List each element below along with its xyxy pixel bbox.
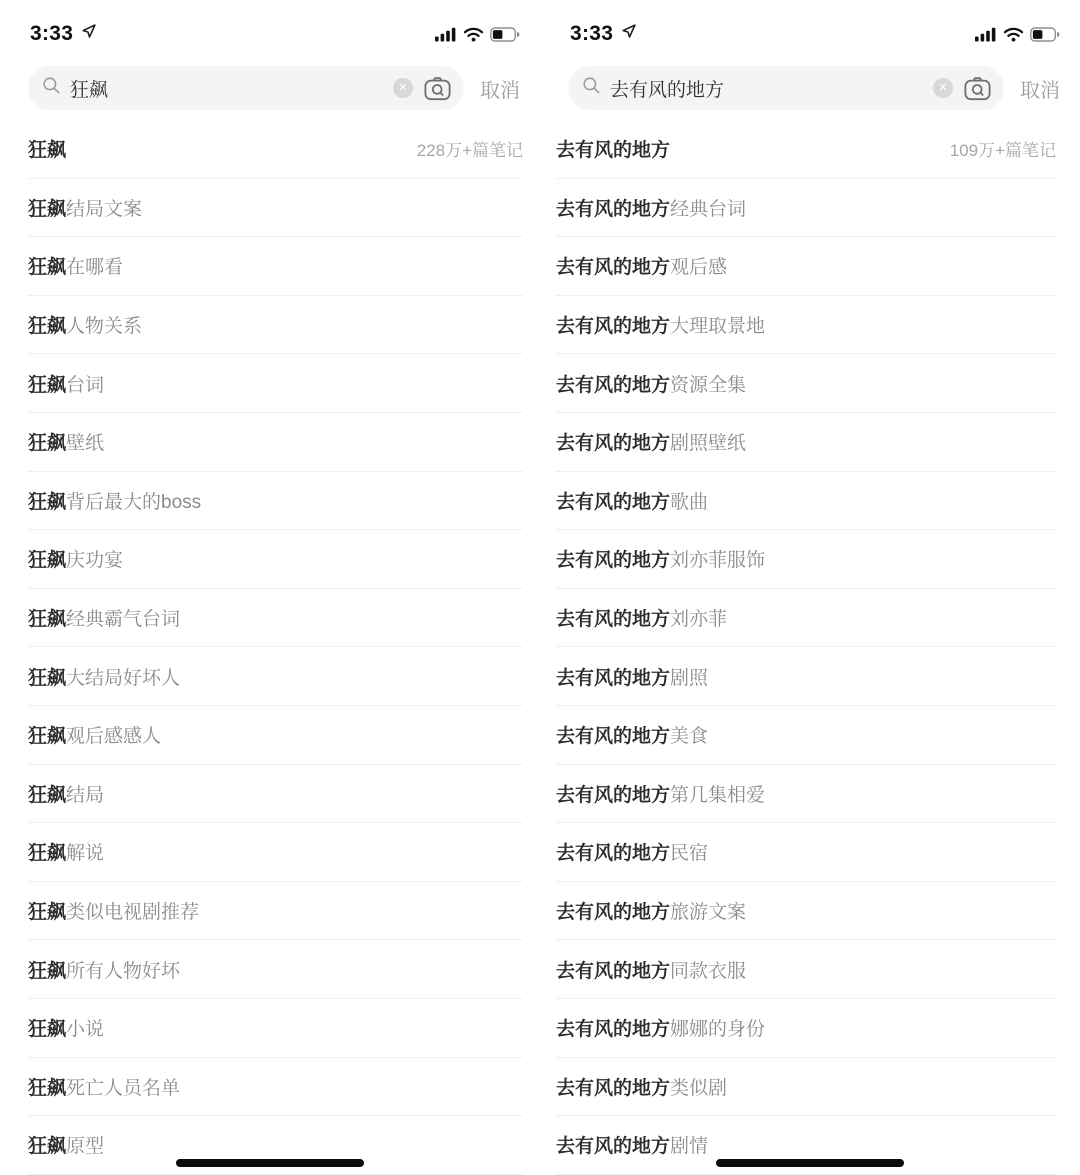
top-suggestion-item[interactable] xyxy=(556,120,1056,179)
suggestion-suffix: 经典台词 xyxy=(670,198,747,220)
clear-icon[interactable]: ✕ xyxy=(933,78,953,98)
location-arrow-icon xyxy=(80,23,97,45)
suggestion-suffix: 大结局好坏人 xyxy=(66,667,181,689)
suggestion-prefix: 狂飙 xyxy=(28,1136,67,1158)
suggestion-item[interactable] xyxy=(28,589,523,648)
suggestion-item[interactable] xyxy=(556,765,1056,824)
suggestion-suffix: 剧照壁纸 xyxy=(670,433,747,455)
status-bar xyxy=(540,0,1080,56)
suggestion-prefix: 去有风的地方 xyxy=(556,667,671,689)
suggestion-item[interactable] xyxy=(556,647,1056,706)
search-bar xyxy=(540,56,1080,120)
suggestion-suffix: 人物关系 xyxy=(66,316,143,338)
suggestion-item[interactable] xyxy=(28,413,523,472)
cellular-signal-icon xyxy=(975,27,997,42)
top-suggestion-item[interactable] xyxy=(28,120,523,179)
suggestion-item[interactable] xyxy=(28,530,523,589)
suggestion-prefix: 去有风的地方 xyxy=(556,726,671,748)
suggestion-prefix: 狂飙 xyxy=(28,784,67,806)
suggestion-item[interactable] xyxy=(556,589,1056,648)
suggestion-item[interactable] xyxy=(28,237,523,296)
home-indicator[interactable] xyxy=(716,1159,904,1167)
battery-icon xyxy=(490,27,520,42)
suggestion-prefix: 狂飙 xyxy=(28,1019,67,1041)
suggestion-prefix: 狂飙 xyxy=(28,257,67,279)
suggestion-item[interactable] xyxy=(28,647,523,706)
suggestion-suffix: 娜娜的身份 xyxy=(670,1019,766,1041)
suggestion-item[interactable] xyxy=(556,472,1056,531)
suggestion-suffix: 剧情 xyxy=(670,1136,709,1158)
search-input[interactable] xyxy=(568,66,1004,110)
suggestion-suffix: 观后感感人 xyxy=(66,726,162,748)
suggestion-prefix: 去有风的地方 xyxy=(556,1077,671,1099)
suggestion-suffix: 在哪看 xyxy=(66,257,124,279)
suggestion-item[interactable] xyxy=(556,823,1056,882)
screenshot-right xyxy=(540,0,1080,1173)
camera-search-icon[interactable] xyxy=(962,76,992,101)
status-time: 3:33 xyxy=(570,22,614,45)
suggestion-prefix: 狂飙 xyxy=(28,902,67,924)
suggestion-item[interactable] xyxy=(556,940,1056,999)
location-arrow-icon xyxy=(620,23,637,45)
suggestion-suffix: 剧照 xyxy=(670,667,709,689)
cellular-signal-icon xyxy=(435,27,457,42)
suggestion-item[interactable] xyxy=(28,706,523,765)
status-time: 3:33 xyxy=(30,22,74,45)
suggestion-item[interactable] xyxy=(28,296,523,355)
wifi-icon xyxy=(463,27,484,42)
suggestion-item[interactable] xyxy=(28,179,523,238)
suggestion-item[interactable] xyxy=(556,237,1056,296)
search-query-text: 狂飙 xyxy=(70,79,109,101)
suggestion-suffix: 庆功宴 xyxy=(66,550,124,572)
suggestion-suffix: 类似电视剧推荐 xyxy=(66,902,200,924)
suggestion-suffix: 美食 xyxy=(670,726,709,748)
suggestion-suffix: 刘亦菲 xyxy=(670,609,728,631)
suggestion-suffix: 原型 xyxy=(66,1136,105,1158)
suggestion-item[interactable] xyxy=(556,999,1056,1058)
wifi-icon xyxy=(1003,27,1024,42)
suggestion-prefix: 狂飙 xyxy=(28,491,67,513)
suggestion-item[interactable] xyxy=(556,530,1056,589)
search-bar xyxy=(0,56,540,120)
home-indicator[interactable] xyxy=(176,1159,364,1167)
suggestion-item[interactable] xyxy=(556,882,1056,941)
suggestion-prefix: 去有风的地方 xyxy=(556,1136,671,1158)
suggestion-suffix: 死亡人员名单 xyxy=(66,1077,181,1099)
suggestion-suffix: 旅游文案 xyxy=(670,902,747,924)
suggestion-suffix: 大理取景地 xyxy=(670,316,766,338)
suggestion-prefix: 去有风的地方 xyxy=(556,491,671,513)
suggestion-prefix: 狂飙 xyxy=(28,198,67,220)
suggestion-suffix: 小说 xyxy=(66,1019,105,1041)
suggestion-item[interactable] xyxy=(28,940,523,999)
suggestion-item[interactable] xyxy=(28,765,523,824)
suggestion-prefix: 去有风的地方 xyxy=(556,316,671,338)
screenshot-left xyxy=(0,0,540,1173)
suggestion-item[interactable] xyxy=(28,354,523,413)
suggestion-prefix: 去有风的地方 xyxy=(556,433,671,455)
search-query-text: 去有风的地方 xyxy=(610,79,725,101)
search-icon xyxy=(42,76,61,100)
suggestion-prefix: 狂飙 xyxy=(28,726,67,748)
suggestion-suffix: 解说 xyxy=(66,843,105,865)
cancel-button[interactable]: 取消 xyxy=(480,79,520,102)
suggestion-keyword: 去有风的地方 xyxy=(556,140,671,162)
suggestion-prefix: 狂飙 xyxy=(28,316,67,338)
suggestion-prefix: 去有风的地方 xyxy=(556,1019,671,1041)
suggestion-prefix: 去有风的地方 xyxy=(556,374,671,396)
suggestion-prefix: 去有风的地方 xyxy=(556,609,671,631)
suggestion-item[interactable] xyxy=(28,882,523,941)
suggestion-prefix: 狂飙 xyxy=(28,1077,67,1099)
suggestion-prefix: 去有风的地方 xyxy=(556,198,671,220)
suggestion-prefix: 狂飙 xyxy=(28,550,67,572)
suggestion-prefix: 去有风的地方 xyxy=(556,843,671,865)
suggestion-prefix: 狂飙 xyxy=(28,667,67,689)
suggestion-suffix: 第几集相爱 xyxy=(670,784,766,806)
suggestion-item[interactable] xyxy=(28,472,523,531)
suggestion-suffix: 刘亦菲服饰 xyxy=(670,550,766,572)
battery-icon xyxy=(1030,27,1060,42)
suggestion-item[interactable] xyxy=(556,706,1056,765)
suggestion-suffix: 壁纸 xyxy=(66,433,105,455)
search-icon xyxy=(582,76,601,100)
suggestion-list xyxy=(0,120,540,1175)
suggestion-suffix: 结局文案 xyxy=(66,198,143,220)
note-count: 228万+篇笔记 xyxy=(416,141,523,161)
suggestion-prefix: 去有风的地方 xyxy=(556,784,671,806)
suggestion-suffix: 台词 xyxy=(66,374,105,396)
suggestion-prefix: 狂飙 xyxy=(28,609,67,631)
suggestion-prefix: 狂飙 xyxy=(28,374,67,396)
search-input[interactable] xyxy=(28,66,464,110)
suggestion-suffix: 同款衣服 xyxy=(670,960,747,982)
suggestion-suffix: 歌曲 xyxy=(670,491,709,513)
suggestion-item[interactable] xyxy=(556,354,1056,413)
suggestion-list xyxy=(540,120,1080,1175)
suggestion-suffix: 所有人物好坏 xyxy=(66,960,181,982)
suggestion-prefix: 狂飙 xyxy=(28,843,67,865)
suggestion-item[interactable] xyxy=(556,1058,1056,1117)
suggestion-suffix: 资源全集 xyxy=(670,374,747,396)
suggestion-suffix: 结局 xyxy=(66,784,105,806)
suggestion-prefix: 去有风的地方 xyxy=(556,257,671,279)
suggestion-prefix: 去有风的地方 xyxy=(556,902,671,924)
suggestion-item[interactable] xyxy=(556,296,1056,355)
suggestion-item[interactable] xyxy=(28,1058,523,1117)
suggestion-suffix: 民宿 xyxy=(670,843,709,865)
suggestion-suffix: 经典霸气台词 xyxy=(66,609,181,631)
note-count: 109万+篇笔记 xyxy=(949,141,1056,161)
suggestion-item[interactable] xyxy=(28,999,523,1058)
suggestion-suffix: 背后最大的boss xyxy=(66,491,202,513)
suggestion-item[interactable] xyxy=(28,823,523,882)
suggestion-suffix: 类似剧 xyxy=(670,1077,728,1099)
suggestion-item[interactable] xyxy=(556,413,1056,472)
clear-icon[interactable]: ✕ xyxy=(393,78,413,98)
cancel-button[interactable]: 取消 xyxy=(1020,79,1060,102)
suggestion-keyword: 狂飙 xyxy=(28,140,67,162)
status-bar xyxy=(0,0,540,56)
suggestion-prefix: 去有风的地方 xyxy=(556,960,671,982)
suggestion-prefix: 去有风的地方 xyxy=(556,550,671,572)
camera-search-icon[interactable] xyxy=(422,76,452,101)
suggestion-suffix: 观后感 xyxy=(670,257,728,279)
suggestion-prefix: 狂飙 xyxy=(28,433,67,455)
suggestion-prefix: 狂飙 xyxy=(28,960,67,982)
suggestion-item[interactable] xyxy=(556,179,1056,238)
